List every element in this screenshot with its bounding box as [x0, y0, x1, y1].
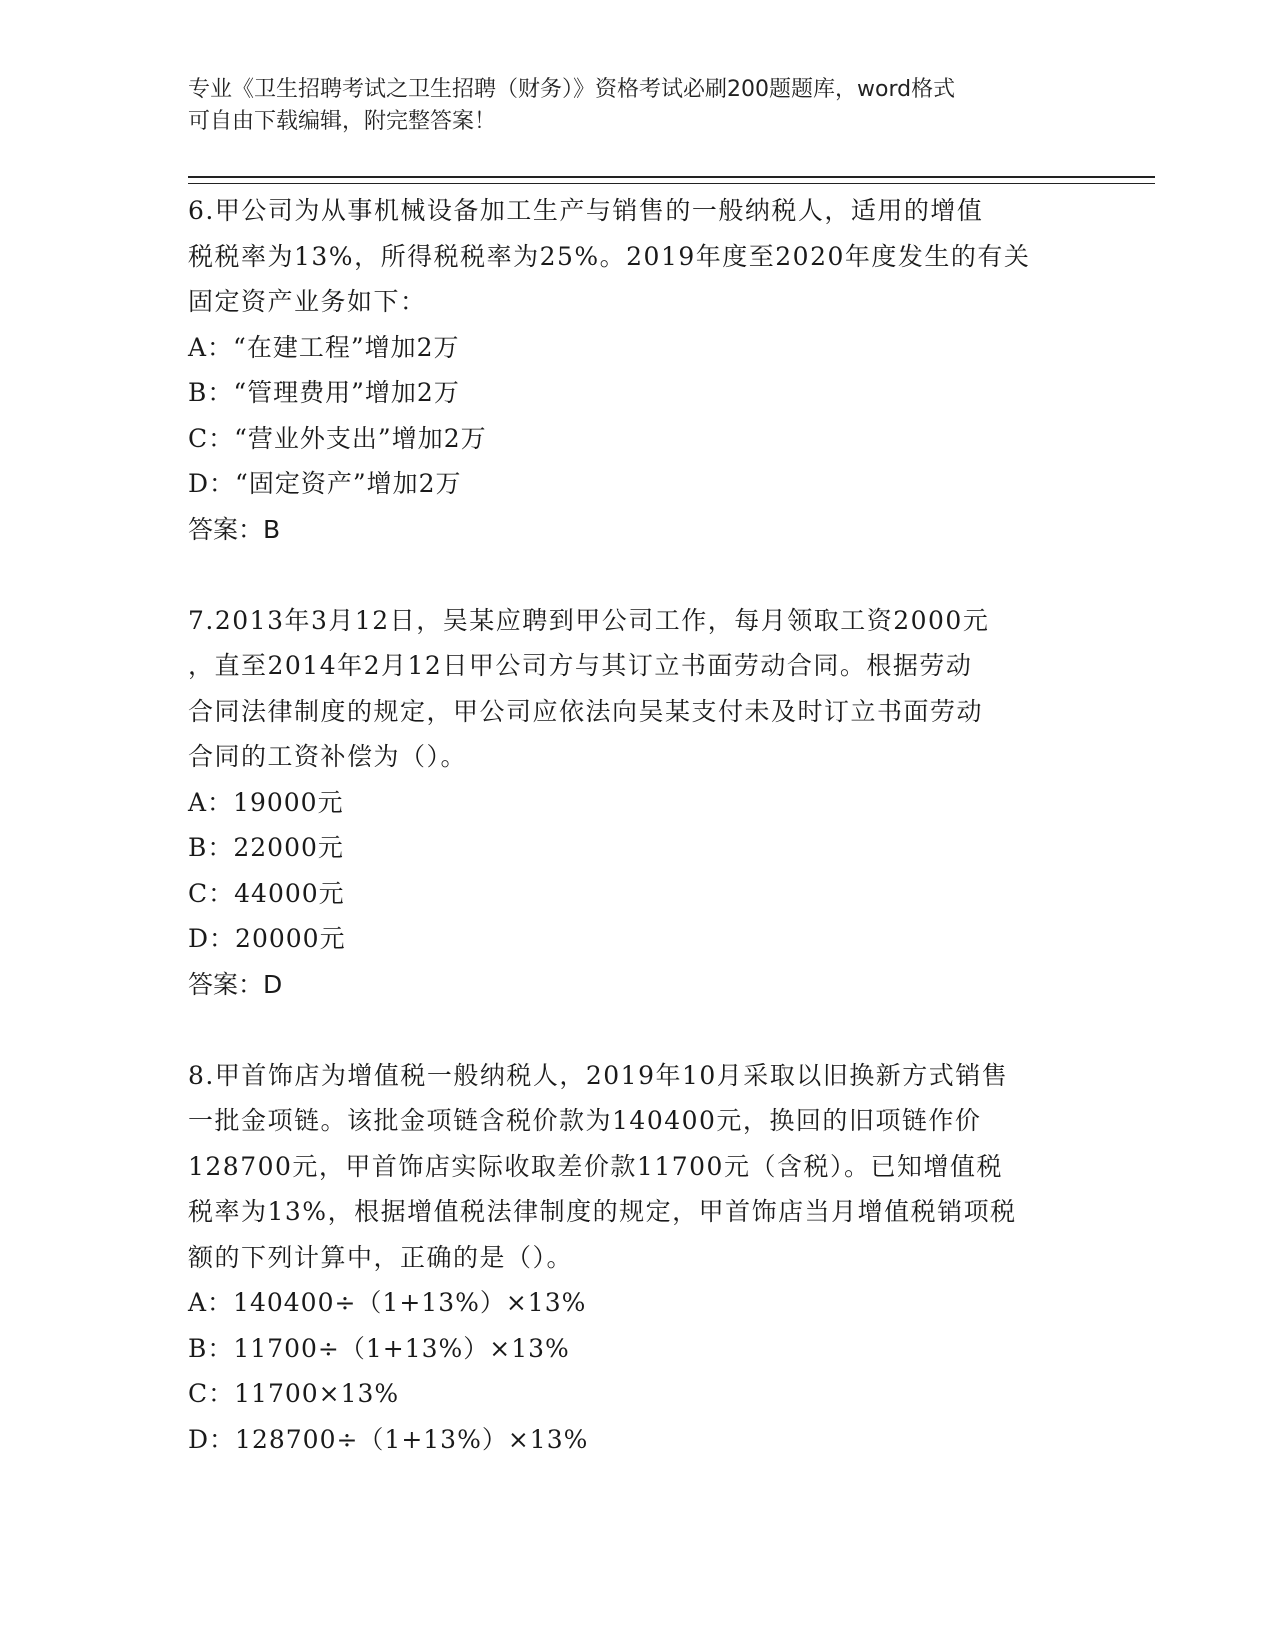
option-d: D：128700÷（1+13%）×13%: [188, 1424, 589, 1454]
question-text-line: 税率为13%，根据增值税法律制度的规定，甲首饰店当月增值税销项税: [188, 1197, 1017, 1226]
option-a: A：“在建工程”增加2万: [188, 332, 460, 362]
question-7: [188, 598, 1088, 1008]
question-text-line: 128700元，甲首饰店实际收取差价款11700元（含税）。已知增值税: [188, 1151, 1003, 1181]
question-gap: [188, 552, 1088, 598]
option-c: C：“营业外支出”增加2万: [188, 423, 487, 453]
header-line: 专业《卫生招聘考试之卫生招聘（财务）》资格考试必刷200题题库，word格式: [188, 77, 956, 102]
question-text-line: 合同法律制度的规定，甲公司应依法向吴某支付未及时订立书面劳动: [188, 696, 984, 726]
option-a: A：140400÷（1+13%）×13%: [188, 1288, 587, 1317]
question-text-line: 6.甲公司为从事机械设备加工生产与销售的一般纳税人，适用的增值: [188, 196, 984, 225]
option-b: B：“管理费用”增加2万: [188, 378, 460, 407]
question-text-line: 固定资产业务如下：: [188, 287, 427, 316]
option-b: B：11700÷（1+13%）×13%: [188, 1333, 570, 1363]
option-c: C：11700×13%: [188, 1379, 400, 1408]
question-text-line: 合同的工资补偿为（）。: [188, 742, 468, 771]
option-d: D：20000元: [188, 924, 346, 953]
header-divider-thin: [188, 183, 1155, 184]
header-line: 可自由下载编辑，附完整答案！: [188, 109, 497, 134]
option-d: D：“固定资产”增加2万: [188, 469, 462, 498]
question-list: [188, 188, 1088, 1462]
answer-line: 答案：B: [188, 514, 281, 544]
question-text-line: 8.甲首饰店为增值税一般纳税人，2019年10月采取以旧换新方式销售: [188, 1060, 1009, 1090]
question-8: [188, 1053, 1088, 1463]
question-text-line: 7.2013年3月12日，吴某应聘到甲公司工作，每月领取工资2000元: [188, 605, 990, 635]
answer-line: 答案：D: [188, 969, 283, 999]
question-gap: [188, 1007, 1088, 1053]
document-header: [188, 74, 1088, 138]
option-c: C：44000元: [188, 878, 345, 908]
question-6: [188, 188, 1088, 552]
question-text-line: 税税率为13%，所得税税率为25%。2019年度至2020年度发生的有关: [188, 241, 1031, 271]
question-text-line: ，直至2014年2月12日甲公司方与其订立书面劳动合同。根据劳动: [188, 651, 973, 680]
question-text-line: 一批金项链。该批金项链含税价款为140400元，换回的旧项链作价: [188, 1106, 982, 1135]
option-b: B：22000元: [188, 833, 344, 862]
option-a: A：19000元: [188, 787, 344, 817]
question-text-line: 额的下列计算中，正确的是（）。: [188, 1242, 574, 1272]
header-divider-thick: [188, 176, 1155, 178]
